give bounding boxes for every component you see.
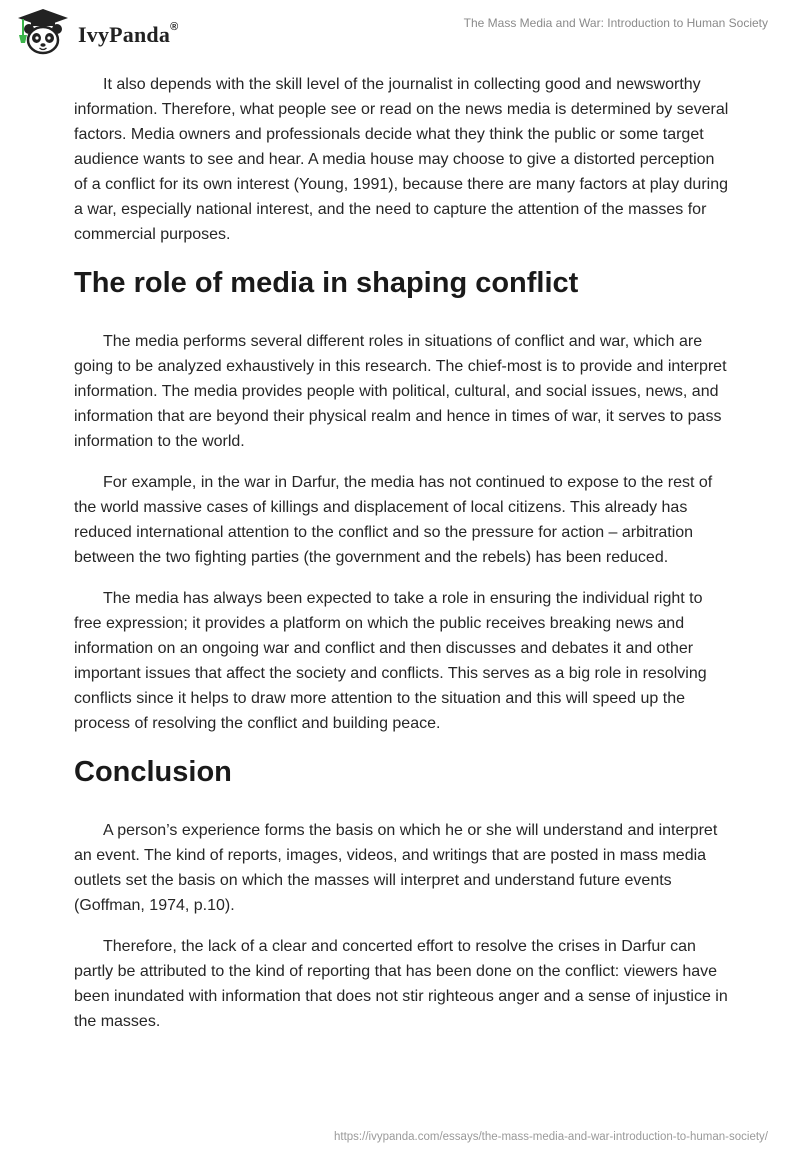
paragraph-1: It also depends with the skill level of the journalist in collecting good and newsworthy information. Therefore, what people see or read on the news media is determined by several factors. Media owners and professionals decide what they think the public or some target audience wants to see and hear. A media house may choose to give a distorted perception of a conflict for its own interest (Young, 1991), because there are many factors at play during a war, especially national interest, and the need to capture the attention of the masses for commercial purposes. — [74, 76, 729, 243]
paragraph-2: The media performs several different roles in situations of conflict and war, which are going to be analyzed exhaustively in this research. The chief-most is to provide and interpret information. The media provides people with political, cultural, and social issues, news, and information that are beyond their physical realm and hence in times of war, it serves to pass information to the world. — [74, 333, 727, 450]
paragraph-3: For example, in the war in Darfur, the media has not continued to expose to the rest of the world massive cases of killings and displacement of local citizens. This already has reduced international attention to the conflict and so the pressure for action – arbitration between the two fighting parties (the government and the rebels) has been reduced. — [74, 474, 713, 566]
paragraph-4: The media has always been expected to take a role in ensuring the individual right to free expression; it provides a platform on which the public receives breaking news and information on an ongoing war and conflict and then discusses and debates it and other important issues that affect the society and conflicts. This serves as a big role in resolving conflicts since it helps to draw more attention to the situation and this will speed up the process of resolving the conflict and building peace. — [74, 590, 707, 732]
logo-name: IvyPanda — [78, 22, 171, 47]
paragraph-5: A person’s experience forms the basis on which he or she will understand and interpret an event. The kind of reports, images, videos, and writings that are posted in mass media outlets set the basis on which the masses will interpret and understand future events (Goffman, 1974, p.10). — [74, 822, 718, 914]
paragraph-6: Therefore, the lack of a clear and concerted effort to resolve the crises in Darfur can partly be attributed to the kind of reporting that has been done on the conflict: viewers have been inundated with information that does not stir righteous anger and a sense of injustice in the masses. — [74, 938, 728, 1030]
heading-conclusion: Conclusion — [74, 756, 232, 788]
source-url-link[interactable]: https://ivypanda.com/essays/the-mass-media-and-war-introduction-to-human-society/ — [334, 1131, 768, 1143]
registered-mark: ® — [170, 20, 179, 33]
panda-graduate-icon — [14, 7, 72, 57]
heading-role-of-media: The role of media in shaping conflict — [74, 267, 579, 299]
logo-wordmark — [78, 22, 178, 48]
ivypanda-logo[interactable] — [14, 7, 204, 57]
page-header — [0, 0, 800, 64]
document-title: The Mass Media and War: Introduction to Human Society — [463, 16, 768, 30]
essay-body — [74, 72, 730, 1050]
